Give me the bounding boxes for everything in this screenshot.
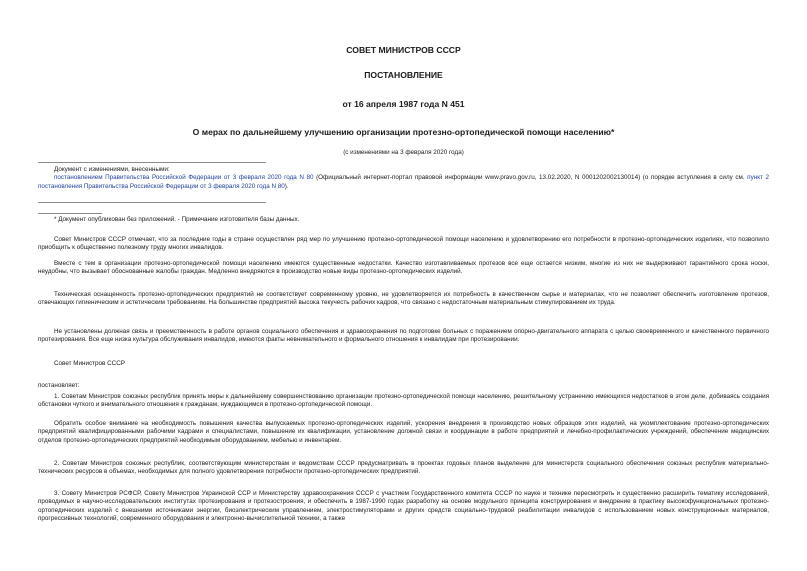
paragraph-10 bbox=[38, 490, 769, 524]
paragraph-text: 2. Советам Министров союзных республик, соответствующим министерствам и ведомствам СССР предусматривать в проектах годовых планов выделение для министерств социального обеспечения союзных республик материально-технических ресурсов в объемах, необходимых для полного удовлетворения потребности протезно-ортопедических предприятий. bbox=[38, 460, 769, 476]
changes-end-text: ). bbox=[284, 182, 289, 190]
footnote bbox=[38, 216, 769, 224]
paragraph-text: постановляет: bbox=[38, 382, 80, 389]
paragraph-text: Не установлены должная связь и преемственность в работе органов социального обеспечения и здравоохранения по подготовке больных с поражением опорно-двигательного аппарата с целью своевременного и качественного первичного протезирования. Все еще низка культура обслуживания инвалидов, имеются факты невнимательного и формального отношения к инвалидам при протезировании. bbox=[38, 328, 769, 344]
footnote-text: * Документ опубликован без приложений. - Примечание изготовителя базы данных. bbox=[54, 216, 300, 223]
paragraph-text: Техническая оснащенность протезно-ортопедических предприятий не соответствует современному уровню, не удовлетворяется их потребность в качественном сырье и материалах, что не позволяет обеспечить изготовление протезов, отвечающих гигиеническим и эстетическим требованиям. На большинстве предприятий высока текучесть рабочих кадров, что связано с недостаточным материальным стимулированием их труда. bbox=[38, 291, 769, 307]
paragraph-text: Обратить особое внимание на необходимость повышения качества выпускаемых протезно-ортопедических изделий, ускорения внедрения в производство новых образцов этих изделий, на укомплектование протезно-ортопедических предприятий квалифицированными рабочими кадрами и специалистами, повышение их квалификации, установление должной связи и координации в работе предприятий и лечебно-профилактических учреждений, обеспечение медицинских отделов протезно-ортопедических предприятий необходимым оборудованием, мебелью и инвентарем. bbox=[38, 420, 769, 444]
document-type: ПОСТАНОВЛЕНИЕ bbox=[364, 70, 443, 80]
paragraph-3 bbox=[38, 291, 769, 308]
paragraph-5 bbox=[38, 360, 769, 368]
document-date-number: от 16 апреля 1987 года N 451 bbox=[342, 99, 465, 109]
separator-middle bbox=[38, 202, 266, 203]
paragraph-text: 3. Совету Министров РСФСР, Совету Министров Украинской ССР и Министерству здравоохранения СССР с участием Государственного комитета СССР по науке и технике пересмотреть и существенно расширить тематику исследований, проводимых в научно-исследовательских институтах протезирования и протезостроения, и обеспечить в 1987-1990 годах разработку на основе модульного принципа конструирования и внедрение в практику высокофункциональных протезно-ортопедических изделий с внешними источниками энергии, биоэлектрическим управлением, электростимуляторами и других средств социально-трудовой реабилитации инвалидов с использованием новых конструкционных материалов, прогрессивных технологий, современного оборудования и электронно-вычислительной техники, а также bbox=[38, 490, 769, 523]
paragraph-7 bbox=[38, 393, 769, 410]
paragraph-1 bbox=[38, 236, 769, 253]
paragraph-6 bbox=[38, 382, 769, 390]
revision-note: (с изменениями на 3 февраля 2020 года) bbox=[343, 149, 464, 156]
paragraph-2 bbox=[38, 260, 769, 277]
paragraph-text: 1. Советам Министров союзных республик принять меры к дальнейшему совершенствованию организации протезно-ортопедической помощи населению, решительному устранению имеющихся недостатков в этом деле, добиваясь создания обстановки чуткого и внимательного отношения к гражданам, нуждающимся в протезно-ортопедической помощи. bbox=[38, 393, 769, 409]
amendment-link-2[interactable]: пункт 2 постановления Правительства Российской Федерации от 3 февраля 2020 года N 80 bbox=[38, 174, 770, 190]
paragraph-text: Совет Министров СССР отмечает, что за последние годы в стране осуществлен ряд мер по улучшению протезно-ортопедической помощи населению и удовлетворению его потребности в протезно-ортопедических изделиях, что позволило приобщить к общественно полезному труду многих инвалидов. bbox=[38, 236, 769, 252]
amendment-link-1[interactable]: постановлением Правительства Российской Федерации от 3 февраля 2020 года N 80 bbox=[54, 174, 314, 182]
paragraph-8 bbox=[38, 420, 769, 445]
changes-block bbox=[38, 166, 769, 191]
changes-text bbox=[38, 174, 769, 191]
paragraph-text: Вместе с тем в организации протезно-ортопедической помощи населению имеются существенные недостатки. Качество изготавливаемых протезов все еще остается низким, многие из них не выдерживают гарантийного срока носки, неудобны, что вызывает обоснованные жалобы граждан. Медленно внедряются в производство новые виды протезно-ортопедических изделий. bbox=[38, 260, 769, 276]
paragraph-text: Совет Министров СССР bbox=[54, 360, 125, 367]
changes-intro: Документ с изменениями, внесенными: bbox=[54, 166, 170, 173]
issuing-body: СОВЕТ МИНИСТРОВ СССР bbox=[346, 45, 461, 55]
separator-top bbox=[38, 162, 266, 163]
document-title: О мерах по дальнейшему улучшению организации протезно-ортопедической помощи населению* bbox=[192, 127, 615, 137]
paragraph-9 bbox=[38, 460, 769, 477]
separator-footnote bbox=[38, 213, 102, 214]
paragraph-4 bbox=[38, 328, 769, 345]
changes-source-text: (Официальный интернет-портал правовой информации www.pravo.gov.ru, 13.02.2020, N 0001202002130014) (о порядке вступления в силу см. bbox=[313, 174, 748, 182]
